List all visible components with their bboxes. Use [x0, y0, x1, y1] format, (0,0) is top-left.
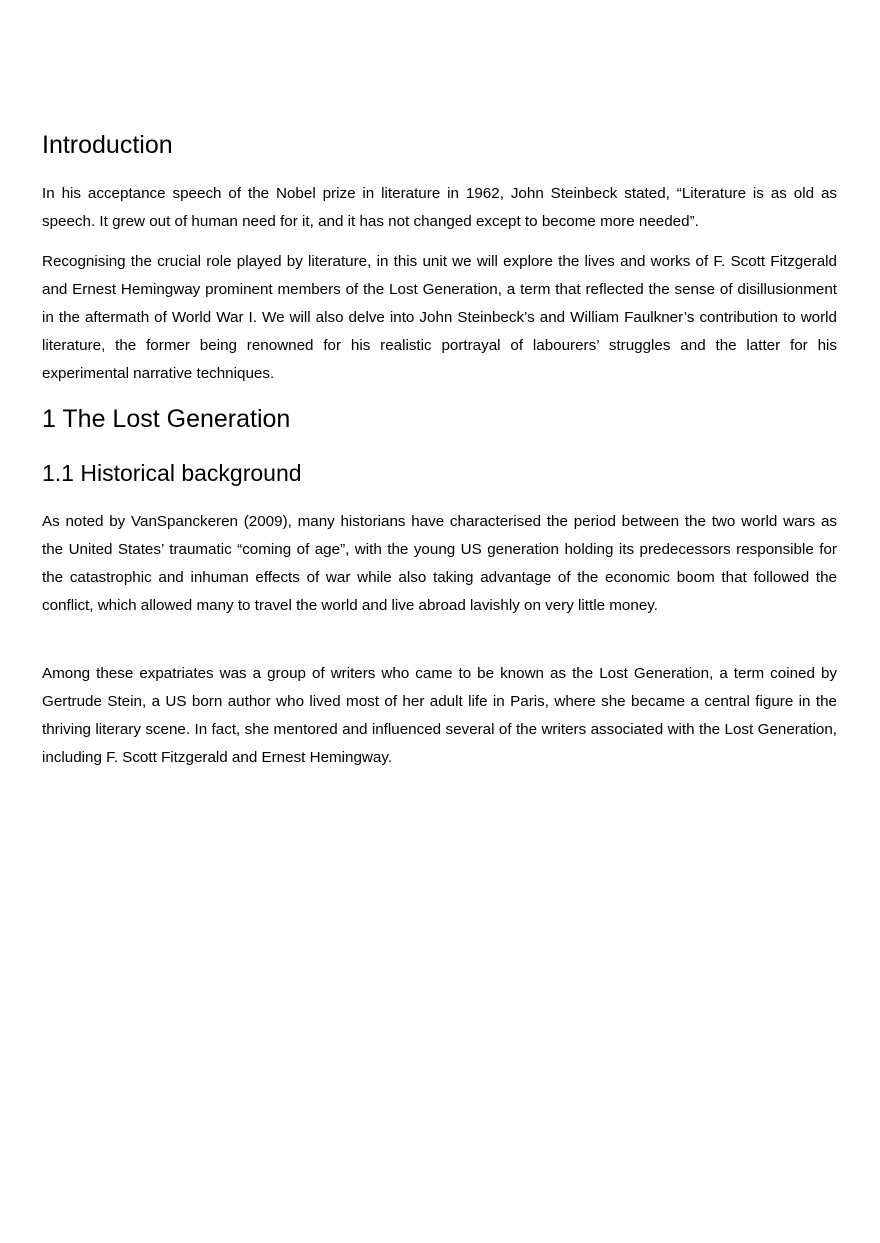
- heading-historical-background: 1.1 Historical background: [42, 460, 302, 486]
- paragraph-expatriates: Among these expatriates was a group of writers who came to be known as the Lost Generation, a term coined by Gertrude Stein, a US born author who lived most of her adult life in Paris, where she became a central figure in the thriving literary scene. In fact, she mentored and influenced several of the writers associated with the Lost Generation, including F. Scott Fitzgerald and Ernest Hemingway.: [42, 665, 837, 766]
- paragraph-historical-context: As noted by VanSpanckeren (2009), many historians have characterised the period between the two world wars as the United States’ traumatic “coming of age”, with the young US generation holding its predecessors responsible for the catastrophic and inhuman effects of war while also taking advantage of the economic boom that followed the conflict, which allowed many to travel the world and live abroad lavishly on very little money.: [42, 513, 837, 614]
- heading-introduction: Introduction: [42, 131, 173, 159]
- paragraph-intro-unit-overview: Recognising the crucial role played by literature, in this unit we will explore the lives and works of F. Scott Fitzgerald and Ernest Hemingway prominent members of the Lost Generation, a term that reflected the sense of disillusionment in the aftermath of World War I. We will also delve into John Steinbeck’s and William Faulkner’s contribution to world literature, the former being renowned for his realistic portrayal of labourers’ struggles and the latter for his experimental narrative techniques.: [42, 253, 837, 382]
- heading-lost-generation: 1 The Lost Generation: [42, 405, 291, 433]
- paragraph-intro-steinbeck-quote: In his acceptance speech of the Nobel prize in literature in 1962, John Steinbeck stated, “Literature is as old as speech. It grew out of human need for it, and it has not changed except to become more needed”.: [42, 185, 837, 230]
